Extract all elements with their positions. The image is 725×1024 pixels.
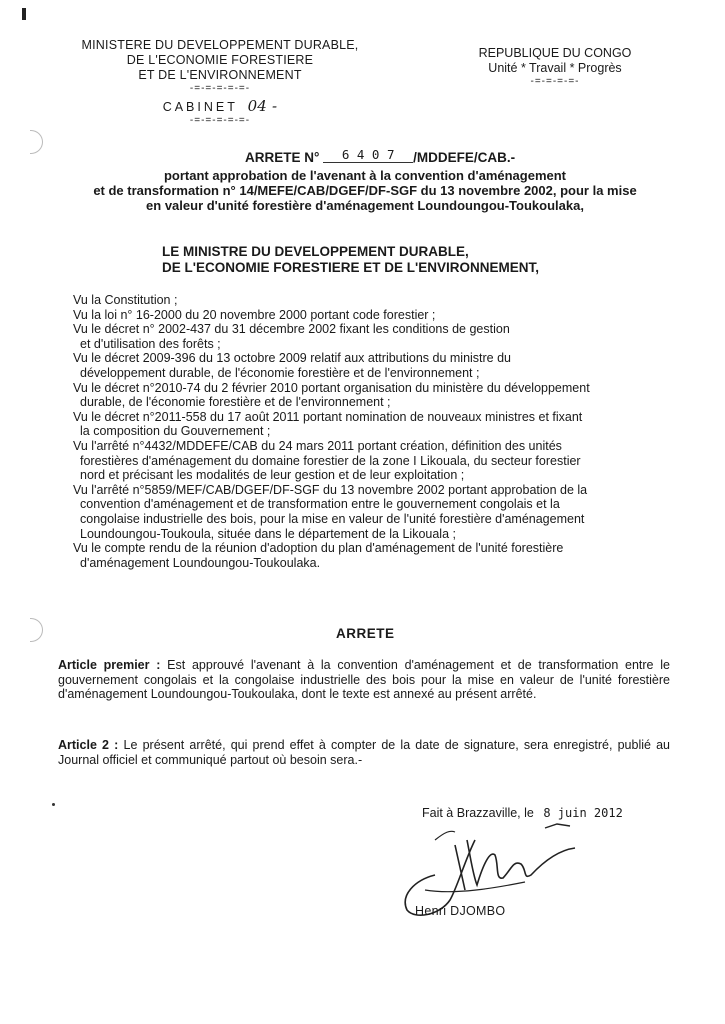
place-date-line [422, 806, 623, 820]
article-1-label: Article premier : [58, 658, 161, 672]
scan-edge-mark [22, 8, 26, 20]
visa-line: développement durable, de l'économie forestière et de l'environnement ; [80, 365, 480, 380]
visa-line: Vu l'arrêté n°5859/MEF/CAB/DGEF/DF-SGF du 13 novembre 2002 portant approbation de la [73, 482, 588, 497]
article-1-text: Est approuvé l'avenant à la convention d'aménagement et de transformation entre le gouvernement congolais et la congolaise industrielle des bois pour la mise en valeur de l'unité forestière d'aménagement Loundoungou-Toukoulaka, dont le texte est annexé au présent arrêté. [58, 658, 670, 702]
ministry-header [55, 38, 385, 127]
visa-line: la composition du Gouvernement ; [80, 424, 271, 439]
visa-line: Vu le décret n°2010-74 du 2 février 2010 portant organisation du ministère du développement [73, 380, 590, 395]
visas-list [73, 293, 683, 570]
minister-line: DE L'ECONOMIE FORESTIERE ET DE L'ENVIRONNEMENT, [162, 260, 539, 275]
ministry-line: MINISTERE DU DEVELOPPEMENT DURABLE, [81, 38, 359, 52]
signature-date: 8 juin 2012 [543, 806, 623, 820]
ministry-line: DE L'ECONOMIE FORESTIERE [126, 53, 314, 67]
visa-line: convention d'aménagement et de transformation entre le gouvernement congolais et la [80, 497, 560, 512]
visa-line: Vu le décret 2009-396 du 13 octobre 2009 relatif aux attributions du ministre du [73, 351, 512, 366]
visa-line: Vu l'arrêté n°4432/MDDEFE/CAB du 24 mars 2011 portant création, définition des unités [73, 438, 562, 453]
scan-speck [52, 803, 55, 806]
header-decoration: -=-=-=-=-=- [189, 83, 251, 94]
arrete-suffix: /MDDEFE/CAB.- [413, 150, 516, 165]
visa-line: Vu le décret n°2011-558 du 17 août 2011 portant nomination de nouveaux ministres et fixant [73, 409, 583, 424]
republic-name: REPUBLIQUE DU CONGO [478, 46, 632, 60]
arrete-heading: ARRETE [336, 626, 395, 641]
arrete-subject [70, 168, 660, 213]
article-1 [58, 658, 670, 702]
visa-line: Vu le décret n° 2002-437 du 31 décembre 2002 fixant les conditions de gestion [73, 322, 510, 337]
minister-line: LE MINISTRE DU DEVELOPPEMENT DURABLE, [162, 244, 469, 259]
cabinet-handwritten-number: 04 - [247, 97, 278, 115]
minister-title [162, 244, 582, 276]
ministry-line: ET DE L'ENVIRONNEMENT [138, 68, 302, 82]
subject-line: et de transformation n° 14/MEFE/CAB/DGEF/DF-SGF du 13 novembre 2002, pour la mise [93, 183, 637, 198]
header-decoration: -=-=-=-=-=- [189, 115, 251, 126]
republic-header [455, 46, 655, 88]
article-2-text: Le présent arrêté, qui prend effet à compter de la date de signature, sera enregistré, publié au Journal officiel et communiqué partout où besoin sera.- [58, 738, 671, 767]
punch-hole [30, 618, 43, 642]
visa-line: d'aménagement Loundoungou-Toukoulaka. [80, 555, 321, 570]
visa-line: Loundoungou-Toukoula, située dans le département de la Likouala ; [80, 526, 456, 541]
arrete-number: 6 4 0 7 [323, 147, 413, 163]
arrete-prefix: ARRETE N° [245, 150, 320, 165]
article-2-label: Article 2 : [58, 738, 119, 752]
visa-line: Vu la loi n° 16-2000 du 20 novembre 2000 portant code forestier ; [73, 307, 436, 322]
visa-line: forestières d'aménagement du domaine forestier de la zone I Likouala, du secteur forestier [80, 453, 581, 468]
visa-line: congolaise industrielle des bois, pour la mise en valeur de l'unité forestière d'aménagement [80, 511, 585, 526]
visa-line: Vu le compte rendu de la réunion d'adoption du plan d'aménagement de l'unité forestière [73, 541, 564, 556]
header-decoration: -=-=-=-=- [530, 76, 580, 87]
article-2 [58, 738, 670, 767]
signer-name: Henri DJOMBO [415, 904, 506, 918]
republic-motto: Unité * Travail * Progrès [488, 61, 622, 75]
cabinet-row [163, 99, 278, 115]
arrete-title [245, 147, 516, 166]
subject-line: en valeur d'unité forestière d'aménagement Loundoungou-Toukoulaka, [146, 198, 584, 213]
subject-line: portant approbation de l'avenant à la convention d'aménagement [163, 168, 567, 183]
punch-hole [30, 130, 43, 154]
visa-line: et d'utilisation des forêts ; [80, 336, 221, 351]
visa-line: Vu la Constitution ; [73, 293, 178, 307]
fait-a-label: Fait à Brazzaville, le [422, 806, 534, 820]
visa-line: durable, de l'économie forestière et de l'environnement ; [80, 395, 391, 410]
cabinet-label: CABINET [162, 100, 238, 114]
visa-line: nord et précisant les modalités de leur gestion et de leur exploitation ; [80, 468, 465, 483]
